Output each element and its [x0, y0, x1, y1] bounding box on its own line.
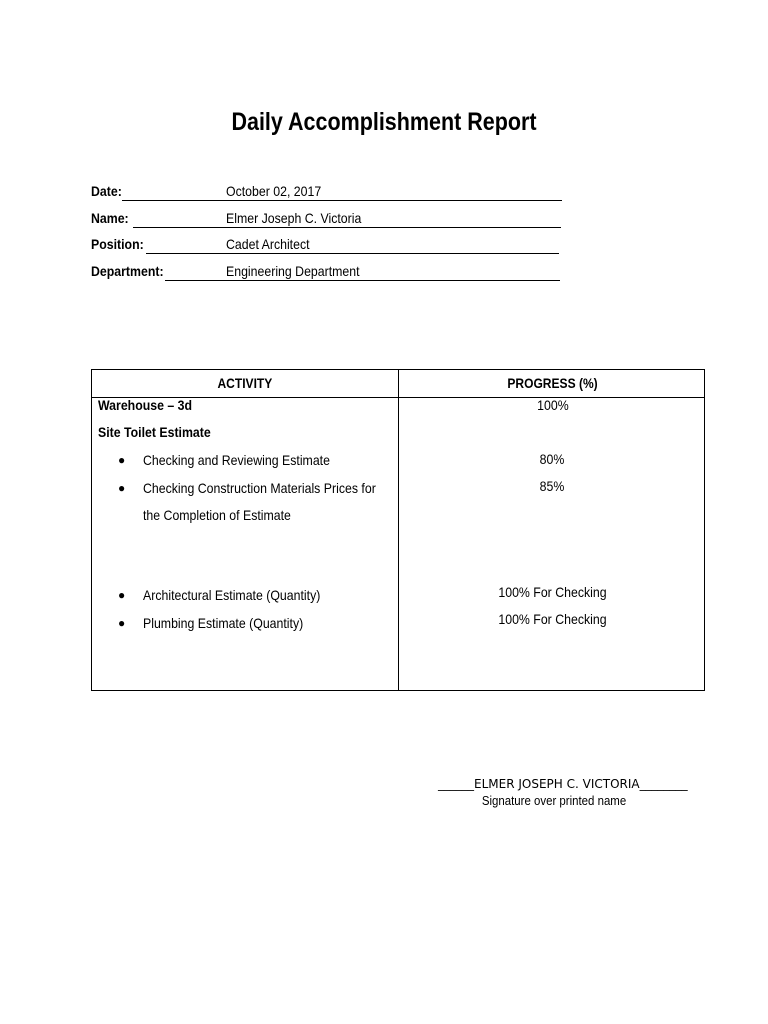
name-underline [133, 227, 561, 228]
date-value: October 02, 2017 [226, 183, 322, 199]
activity-item: Checking Construction Materials Prices for [143, 480, 376, 496]
progress-value: 100% For Checking [498, 611, 607, 627]
activity-header: ACTIVITY [217, 375, 273, 391]
activity-table [91, 369, 705, 691]
date-underline [122, 200, 562, 201]
position-underline [146, 253, 559, 254]
bullet-icon: ● [118, 453, 126, 467]
activity-item: Plumbing Estimate (Quantity) [143, 615, 304, 631]
date-label: Date: [91, 183, 122, 199]
department-underline [165, 280, 560, 281]
progress-value: 100% [536, 397, 569, 413]
bullet-icon: ● [118, 481, 126, 495]
bullet-icon: ● [118, 588, 126, 602]
progress-value: 80% [540, 451, 565, 467]
department-value: Engineering Department [226, 263, 360, 279]
progress-value: 100% For Checking [498, 584, 607, 600]
name-value: Elmer Joseph C. Victoria [226, 210, 362, 226]
activity-item: Checking and Reviewing Estimate [143, 452, 330, 468]
activity-item: Site Toilet Estimate [98, 424, 211, 440]
position-value: Cadet Architect [226, 236, 310, 252]
report-title: Daily Accomplishment Report [231, 108, 537, 136]
table-column-divider [398, 370, 399, 690]
activity-item: the Completion of Estimate [143, 507, 291, 523]
department-label: Department: [91, 263, 164, 279]
activity-item: Architectural Estimate (Quantity) [143, 587, 321, 603]
progress-header: PROGRESS (%) [507, 375, 598, 391]
position-label: Position: [91, 236, 144, 252]
signature-name: ______ELMER JOSEPH C. VICTORIA________ [438, 777, 688, 791]
name-label: Name: [91, 210, 129, 226]
activity-item: Warehouse – 3d [98, 397, 193, 413]
signature-caption: Signature over printed name [481, 793, 627, 808]
bullet-icon: ● [118, 616, 126, 630]
progress-value: 85% [540, 478, 565, 494]
